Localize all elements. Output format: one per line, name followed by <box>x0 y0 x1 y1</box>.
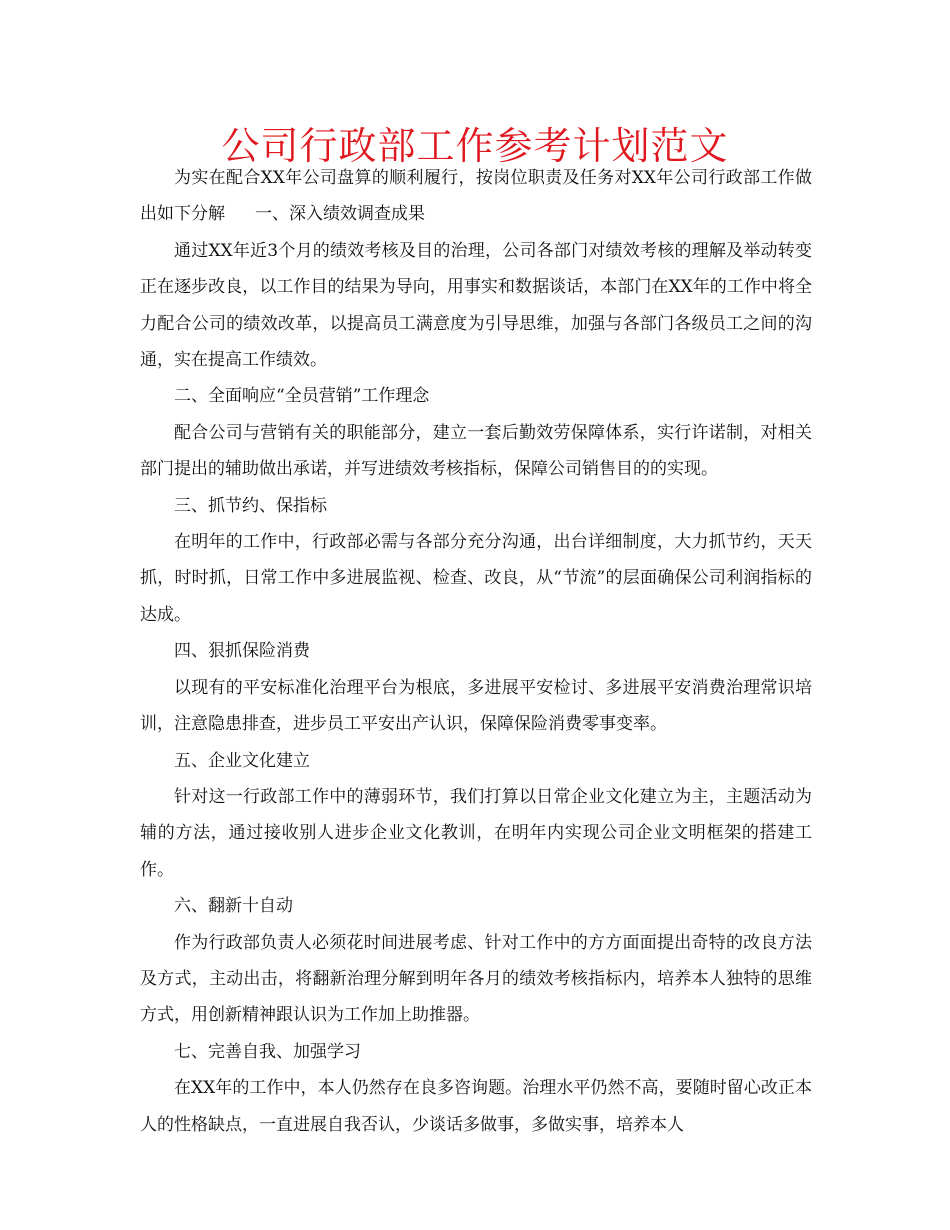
section-heading-5: 五、企业文化建立 <box>174 750 310 771</box>
section-heading-7: 七、完善自我、加强学习 <box>174 1041 361 1062</box>
section-heading-4: 四、狠抓保险消费 <box>174 641 310 662</box>
section-heading-2: 二、全面响应“全员营销”工作理念 <box>174 386 430 407</box>
paragraph-2: 配合公司与营销有关的职能部分，建立一套后勤效劳保障体系，实行许诺制，对相关部门提出的辅助做出承诺，并写进绩效考核指标，保障公司销售目的的实现。 <box>140 422 812 480</box>
document-title: 公司行政部工作参考计划范文 <box>221 124 729 168</box>
paragraph-1: 通过XX年近3个月的绩效考核及目的治理，公司各部门对绩效考核的理解及举动转变正在逐步改良，以工作目的结果为导向，用事实和数据谈话，本部门在XX年的工作中将全力配合公司的绩效改革，以提高员工满意度为引导思维，加强与各部门各级员工之间的沟通，实在提高工作绩效。 <box>140 240 812 371</box>
section-heading-6: 六、翻新十自动 <box>174 896 293 917</box>
paragraph-7: 在XX年的工作中，本人仍然存在良多咨询题。治理水平仍然不高，要随时留心改正本人的性格缺点，一直进展自我否认，少谈话多做事，多做实事，培养本人 <box>140 1078 812 1135</box>
intro-paragraph <box>140 160 812 233</box>
intro-text: 为实在配合XX年公司盘算的顺利履行，按岗位职责及任务对XX年公司行政部工作做出如下分解 <box>140 168 812 225</box>
section-heading-1: 一、深入绩效调查成果 <box>255 204 425 225</box>
paragraph-5: 针对这一行政部工作中的薄弱环节，我们打算以日常企业文化建立为主，主题活动为辅的方法，通过接收别人进步企业文化教训，在明年内实现公司企业文明框架的搭建工作。 <box>140 786 812 880</box>
document-body <box>140 160 812 1143</box>
paragraph-3: 在明年的工作中，行政部必需与各部分充分沟通，出台详细制度，大力抓节约，天天抓，时时抓，日常工作中多进展监视、检查、改良，从“节流”的层面确保公司利润指标的达成。 <box>140 532 812 625</box>
paragraph-6: 作为行政部负责人必须花时间进展考虑、针对工作中的方方面面提出奇特的改良方法及方式，主动出击，将翻新治理分解到明年各月的绩效考核指标内，培养本人独特的思维方式，用创新精神跟认识为工作加上助推器。 <box>140 932 812 1026</box>
paragraph-4: 以现有的平安标准化治理平台为根底，多进展平安检讨、多进展平安消费治理常识培训，注意隐患排查，进步员工平安出产认识，保障保险消费零事变率。 <box>140 677 812 735</box>
section-heading-3: 三、抓节约、保指标 <box>174 495 327 516</box>
